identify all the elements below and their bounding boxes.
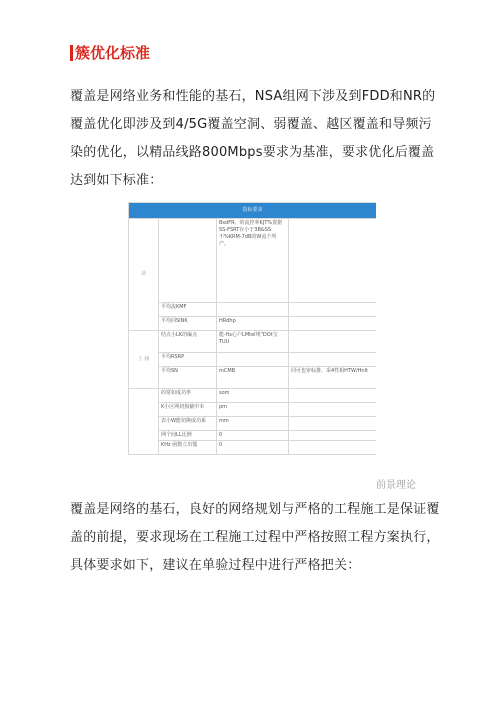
- spec-table: [128, 202, 376, 455]
- table-cell-r4-val: 能-fts心户LMtel规"DOt宝TUU: [217, 331, 289, 353]
- table-cell: [289, 303, 377, 317]
- table-cell-r7-val: som: [217, 389, 289, 403]
- table-cell-r4-label: 结点小LK的编点: [159, 331, 217, 353]
- table-cell-r10-val: 0: [217, 431, 289, 441]
- body-paragraph: 覆盖是网络的基石，良好的网络规划与严格的工程施工是保证覆盖的前提，要求现场在工程施工过程中严格按照工程方案执行，具体要求如下，建议在单验过程中进行严格把关：: [70, 502, 440, 573]
- table-group-3: [129, 389, 159, 455]
- table-cell: [289, 441, 377, 455]
- table-cell-r8-val: pm: [217, 403, 289, 417]
- table-cell-r6-note: 同可也审标推、采4性相HTW/HnIt: [289, 367, 377, 389]
- table-cell-r2-label: 平均流KMF: [159, 303, 217, 317]
- table-cell: [289, 403, 377, 417]
- heading-accent-bar: [70, 45, 73, 61]
- table-cell: [289, 317, 377, 331]
- table-cell: [289, 219, 377, 303]
- table-cell: [217, 303, 289, 317]
- table-cell: [289, 353, 377, 367]
- heading-title: 簇优化标准: [75, 44, 151, 62]
- table-header: 指标要求: [129, 203, 377, 219]
- table-cell-r3-label: 平均回SINK: [159, 317, 217, 331]
- table-cell-r9-label: 表小W能切换成功系: [159, 417, 217, 431]
- table-cell-r5-label: 平均RSRP: [159, 353, 217, 367]
- section-heading: [70, 44, 150, 62]
- table-cell: [289, 417, 377, 431]
- table-cell-r7-label: 的常如成功率: [159, 389, 217, 403]
- table-cell-r1-val: BsdFR、的流控率KJT%置据SS-FSRT存小于3B&SS不%KRM-7dB的W流个所产。: [217, 219, 289, 303]
- spec-table-image: [128, 202, 376, 494]
- table-cell: [289, 431, 377, 441]
- table-cell: [289, 331, 377, 353]
- table-cell-r10-label: 网个间LL比例: [159, 431, 217, 441]
- table-cell-r9-val: mm: [217, 417, 289, 431]
- table-cell-r11-val: 0: [217, 441, 289, 455]
- watermark-text: 前景理论: [376, 480, 416, 491]
- table-group-2: 上 涵: [129, 331, 159, 389]
- table-cell-r6-val: mCMB: [217, 367, 289, 389]
- table-cell: [159, 219, 217, 303]
- table-cell-r8-label: K小区网切损截中本: [159, 403, 217, 417]
- table-cell-r11-label: KHz 函数立出馏: [159, 441, 217, 455]
- intro-paragraph: 覆盖是网络业务和性能的基石，NSA组网下涉及到FDD和NR的覆盖优化即涉及到4/5G覆盖空洞、弱覆盖、越区覆盖和导频污染的优化，以精品线路800Mbps要求为基准，要求优化后覆盖达到如下标准：: [70, 89, 436, 188]
- table-group-1: 项: [129, 219, 159, 331]
- table-cell-r3-val: HRdhp: [217, 317, 289, 331]
- table-cell-r6-label: 平均SN: [159, 367, 217, 389]
- table-cell: [217, 353, 289, 367]
- table-cell: [289, 389, 377, 403]
